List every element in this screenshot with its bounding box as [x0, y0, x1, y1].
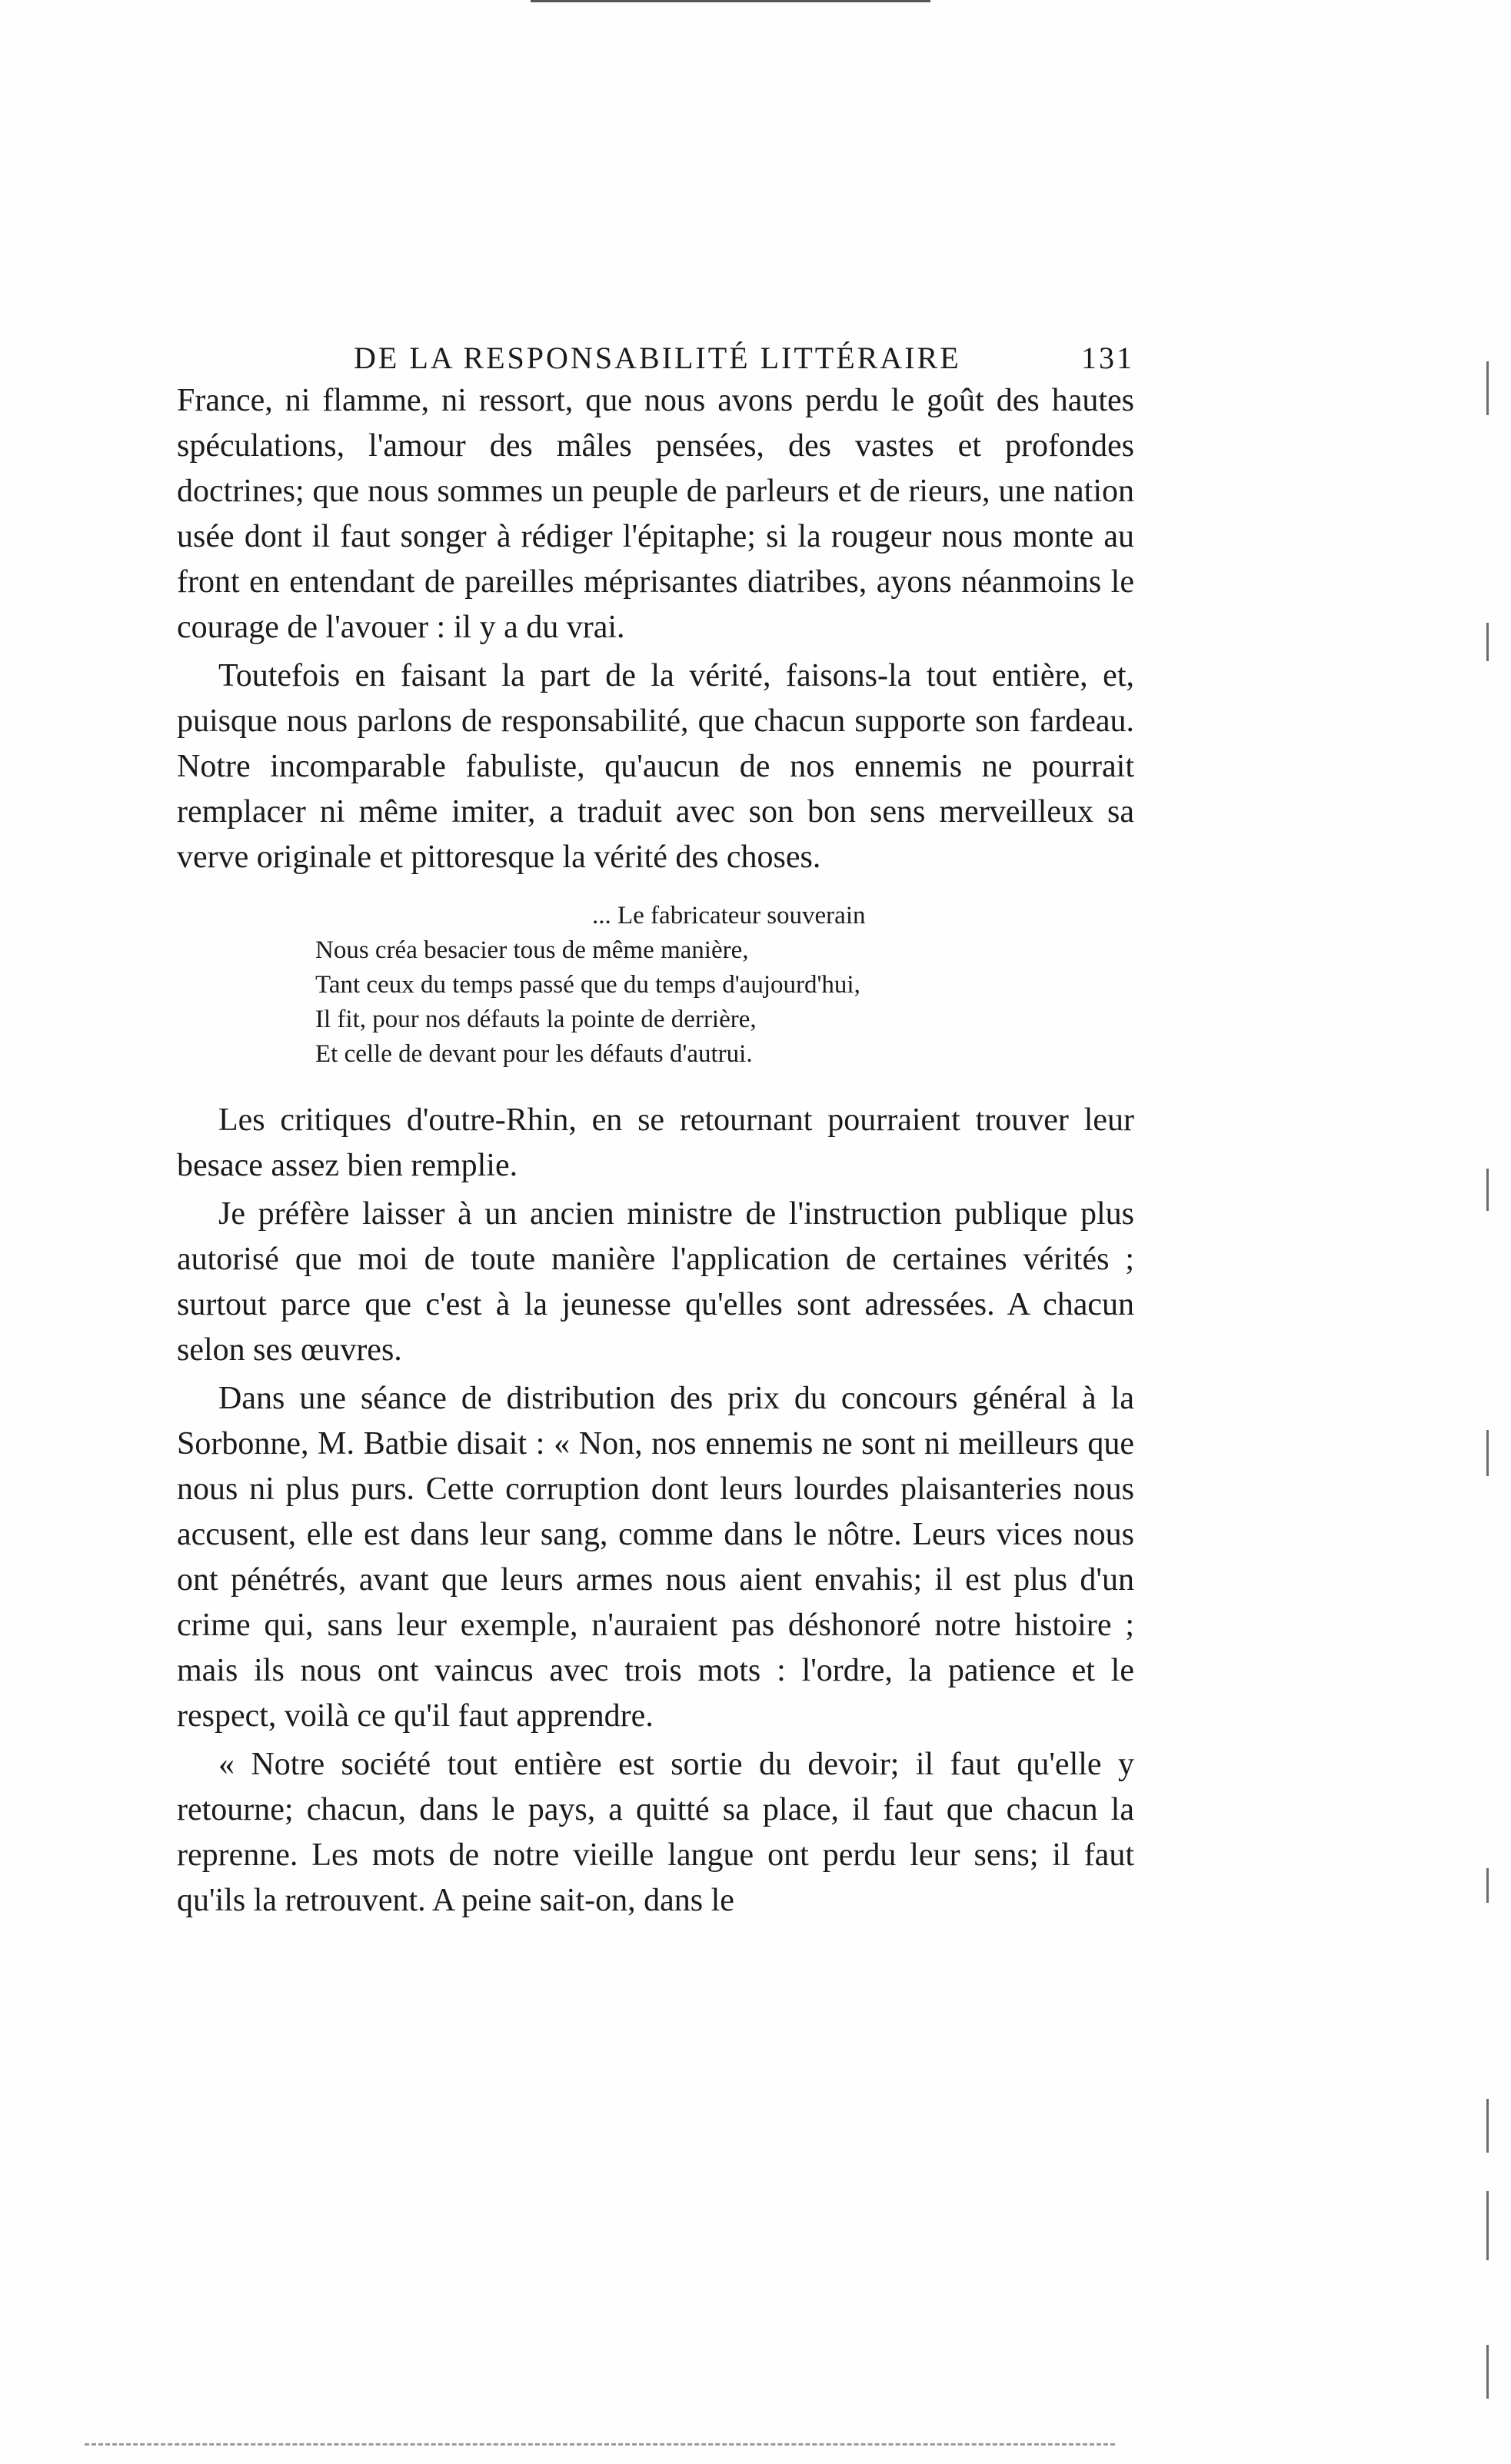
paragraph: « Notre société tout entière est sortie du devoir; il faut qu'elle y retourne; chacun, dans le pays, a quitté sa place, il faut que chacun la reprenne. Les mots de notre vieille langue ont perdu leur sens; il faut qu'ils la retrouvent. A peine sait-on, dans le — [177, 1747, 1134, 1918]
verse-line: Il fit, pour nos défauts la pointe de derrière, — [315, 1006, 757, 1033]
page-body — [177, 378, 1134, 1924]
paragraph: Dans une séance de distribution des prix du concours général à la Sorbonne, M. Batbie disait : « Non, nos ennemis ne sont ni meilleurs que nous ni plus purs. Cette corruption dont leurs lourdes plaisanteries nous accusent, elle est dans leur sang, comme dans le nôtre. Leurs vices nous ont pénétrés, avant que leurs armes nous aient envahis; il est plus d'un crime qui, sans leur exemple, n'auraient pas déshonoré notre histoire ; mais ils nous ont vaincus avec trois mots : l'ordre, la patience et le respect, voilà ce qu'il faut apprendre. — [177, 1381, 1134, 1734]
margin-mark — [1486, 1430, 1489, 1476]
verse-line: Et celle de devant pour les défauts d'autrui. — [315, 1040, 753, 1068]
margin-mark — [1486, 1868, 1489, 1903]
margin-mark — [1486, 623, 1489, 661]
top-edge-rule — [531, 0, 930, 2]
margin-mark — [1486, 2345, 1489, 2399]
verse-quotation — [315, 899, 1069, 1072]
margin-mark — [1486, 2191, 1489, 2260]
margin-mark — [1486, 1169, 1489, 1211]
bottom-edge-rule — [85, 2443, 1115, 2446]
paragraph: Toutefois en faisant la part de la vérité, faisons-la tout entière, et, puisque nous parlons de responsabilité, que chacun supporte son fardeau. Notre incomparable fabuliste, qu'aucun de nos ennemis ne pourrait remplacer ni même imiter, a traduit avec son bon sens merveilleux sa verve originale et pittoresque la vérité des choses. — [177, 658, 1134, 875]
margin-mark — [1486, 361, 1489, 415]
running-title: DE LA RESPONSABILITÉ LITTÉRAIRE — [354, 341, 961, 375]
paragraph: Les critiques d'outre-Rhin, en se retournant pourraient trouver leur besace assez bien remplie. — [177, 1102, 1134, 1183]
paragraph: Je préfère laisser à un ancien ministre de l'instruction publique plus autorisé que moi de toute manière l'application de certaines vérités ; surtout parce que c'est à la jeunesse qu'elles sont adressées. A chacun selon ses œuvres. — [177, 1196, 1134, 1368]
verse-line: Nous créa besacier tous de même manière, — [315, 936, 749, 964]
verse-line: Tant ceux du temps passé que du temps d'aujourd'hui, — [315, 971, 860, 999]
page-number: 131 — [1081, 341, 1134, 375]
paragraph: France, ni flamme, ni ressort, que nous avons perdu le goût des hautes spéculations, l'amour des mâles pensées, des vastes et profondes doctrines; que nous sommes un peuple de parleurs et de rieurs, une nation usée dont il faut songer à rédiger l'épitaphe; si la rougeur nous monte au front en entendant de pareilles méprisantes diatribes, ayons néanmoins le courage de l'avouer : il y a du vrai. — [177, 383, 1134, 645]
margin-mark — [1486, 2099, 1489, 2153]
verse-line: ... Le fabricateur souverain — [592, 902, 866, 929]
